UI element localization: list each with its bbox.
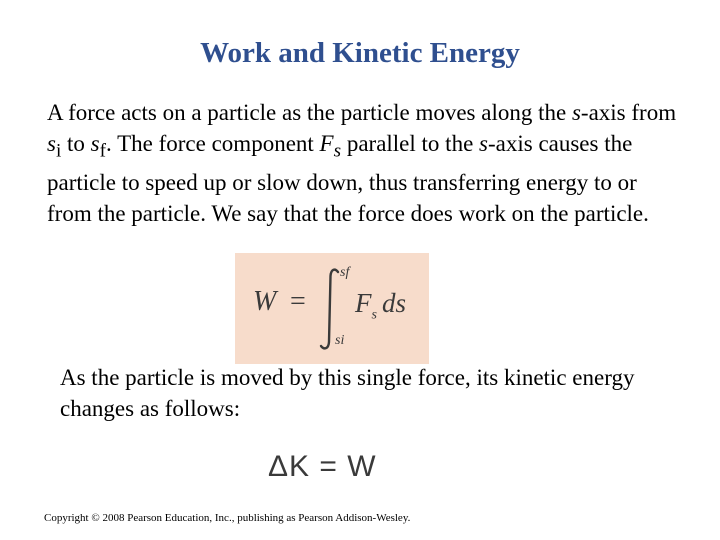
s-initial-symbol: s [47,131,56,156]
kinetic-paragraph: As the particle is moved by this single force, its kinetic energy changes as follows: [60,365,635,421]
upper-limit: sf [340,265,350,280]
s-axis-symbol-2: s [479,131,488,156]
copyright-notice: Copyright © 2008 Pearson Education, Inc., publishing as Pearson Addison-Wesley. [44,512,411,524]
force-symbol: F [319,131,334,156]
lower-limit: si [335,333,345,348]
integrand: $F_s$ [355,288,377,323]
equals-sign: = [290,286,306,317]
intro-paragraph: A force acts on a particle as the particle moves along the s-axis from $s_i$ to $s_f$. The force component $F_s$ parallel to the s-axis causes the particle to speed up or slow down, thus transferring energy to or from the particle. We say that the force does work on the particle. [47,100,677,226]
differential: ds [382,288,407,318]
work-symbol: W [253,286,277,317]
slide-title: Work and Kinetic Energy [200,37,520,69]
kinetic-energy-formula: ΔK = W [268,450,377,483]
s-axis-symbol: s [571,100,581,125]
s-final-symbol: s [90,131,100,156]
work-integral-formula [235,253,429,364]
